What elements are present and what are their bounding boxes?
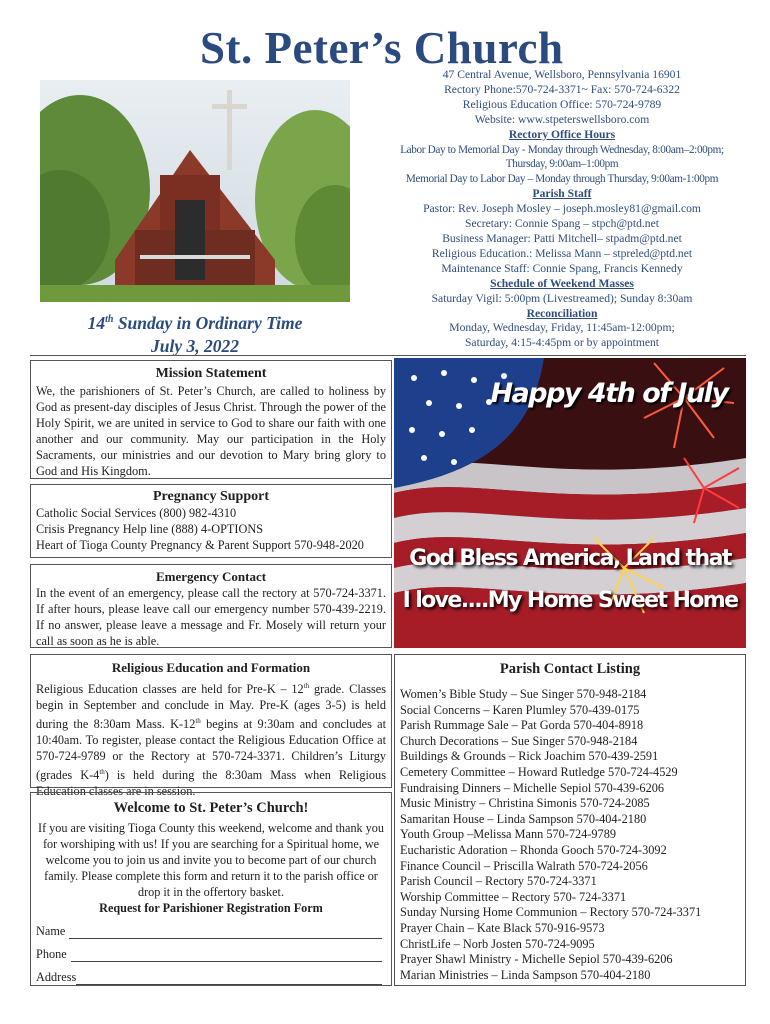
church-info (384, 68, 740, 351)
staff-line: Religious Education.: Melissa Mann – stpreled@ptd.net (431, 246, 693, 260)
religious-education-box (30, 654, 392, 799)
ordinal-suffix: th (99, 768, 105, 777)
contact-list (400, 687, 740, 983)
contact-item: Prayer Shawl Ministry - Michelle Sepiol 570-439-6206 (400, 952, 673, 967)
date-label: July 3, 2022 (151, 335, 239, 356)
contact-item: Sunday Nursing Home Communion – Rectory 570-724-3371 (400, 905, 702, 920)
masses-heading: Schedule of Weekend Masses (490, 276, 634, 290)
phone-field[interactable] (36, 947, 386, 962)
banner-headline: Happy 4th of July (490, 378, 728, 409)
reconciliation-line: Monday, Wednesday, Friday, 11:45am-12:00pm; (449, 321, 675, 335)
rectory-hours-line: Memorial Day to Labor Day – Monday through Thursday, 9:00am-1:00pm (405, 173, 719, 186)
contact-item: Cemetery Committee – Howard Rutledge 570-724-4529 (400, 764, 678, 779)
phones: Rectory Phone:570-724-3371~ Fax: 570-724-6322 (444, 82, 680, 96)
contact-item: ChristLife – Norb Josten 570-724-9095 (400, 936, 595, 951)
page-title: St. Peter’s Church (200, 23, 564, 73)
contact-item: Youth Group –Melissa Mann 570-724-9789 (400, 827, 616, 842)
emergency-heading: Emergency Contact (155, 569, 267, 584)
contact-heading: Parish Contact Listing (499, 661, 641, 677)
ordinal-suffix: th (303, 682, 310, 690)
registration-form-heading: Request for Parishioner Registration Form (99, 901, 323, 915)
name-line[interactable] (69, 926, 382, 939)
religious-ed-heading: Religious Education and Formation (111, 660, 311, 675)
address-line[interactable] (76, 972, 382, 985)
religious-office-phone: Religious Education Office: 570-724-9789 (462, 97, 662, 111)
phone-line[interactable] (71, 949, 382, 962)
banner-line-2: I love....My Home Sweet Home (402, 588, 738, 613)
address: 47 Central Avenue, Wellsboro, Pennsylvania 16901 (442, 68, 682, 81)
contact-item: Prayer Chain – Kate Black 570-916-9573 (400, 920, 605, 935)
contact-item: Women’s Bible Study – Sue Singer 570-948-2184 (400, 687, 647, 701)
staff-line: Business Manager: Patti Mitchell– stpadm@ptd.net (442, 231, 682, 245)
parish-staff-heading: Parish Staff (532, 187, 592, 201)
contact-item: Music Ministry – Christina Simonis 570-724-2085 (400, 796, 650, 811)
banner-line-1: God Bless America, Land that (409, 546, 731, 571)
contact-item: Fundraising Dinners – Michelle Sepiol 570-439-6206 (400, 780, 665, 795)
name-field-label: Name (36, 924, 66, 938)
contact-item: Parish Rummage Sale – Pat Gorda 570-404-8918 (400, 718, 644, 733)
church-photo (40, 80, 350, 302)
reconciliation-heading: Reconciliation (526, 306, 598, 320)
welcome-heading: Welcome to St. Peter’s Church! (113, 800, 309, 816)
contact-item: Social Concerns – Karen Plumley 570-439-0175 (400, 702, 640, 717)
emergency-text: In the event of an emergency, please call the rectory at 570-724-3371. If after hours, please leave call our emergency number 570-439-2219. If no answer, please leave a message and Fr. Mosely will return your call as soon as he is able. (36, 586, 386, 648)
fourth-of-july-banner (394, 358, 746, 648)
pregnancy-line: Heart of Tioga County Pregnancy & Parent Support 570-948-2020 (36, 538, 364, 552)
mission-text: We, the parishioners of St. Peter’s Church, are called to holiness by God as present-day disciples of Jesus Christ. Through the power of the Holy Spirit, we are united in service to God to share our faith with one another and our community. May our participation in the Holy Sacraments, our ministries and our devotion to Mary bring glory to God and His Kingdom. (36, 384, 386, 478)
ordinal-number: 14 (87, 312, 106, 333)
religious-ed-part: Religious Education classes are held for Pre-K – 12 (36, 682, 304, 697)
ordinal-suffix: th (105, 314, 114, 325)
welcome-text: If you are visiting Tioga County this weekend, welcome and thank you for worshiping with us! If you are searching for a Spiritual home, we welcome you to join us and invite you to become part of our church family. Please complete this form and return it to the parish office or drop it in the offertory basket. (38, 821, 384, 899)
rectory-hours-line: Thursday, 9:00am–1:00pm (505, 158, 619, 171)
mission-statement-box (30, 360, 392, 479)
pregnancy-support-box (30, 484, 392, 558)
welcome-box (30, 792, 392, 986)
section-divider (30, 355, 746, 356)
religious-ed-part: begins at 9:30am and concludes at 10:40am. To register, please contact the Religious Education Office at 570-724-9789 or the Rectory at 570-724-3371. Children’s Liturgy (grades K-4 (36, 717, 387, 783)
name-field[interactable] (36, 924, 386, 939)
staff-line: Pastor: Rev. Joseph Mosley – joseph.mosley81@gmail.com (423, 202, 701, 216)
phone-field-label: Phone (36, 947, 67, 961)
contact-item: Buildings & Grounds – Rick Joachim 570-439-2591 (400, 749, 659, 764)
pregnancy-heading: Pregnancy Support (152, 489, 270, 504)
parish-contact-box (394, 654, 746, 986)
mission-heading: Mission Statement (155, 366, 267, 381)
contact-item: Finance Council – Priscilla Walrath 570-724-2056 (400, 858, 648, 873)
rectory-hours-line: Labor Day to Memorial Day - Monday through Wednesday, 8:00am–2:00pm; (400, 143, 724, 156)
contact-item: Parish Council – Rectory 570-724-3371 (400, 874, 597, 889)
address-field-label: Address (36, 970, 77, 984)
website[interactable]: Website: www.stpeterswellsboro.com (474, 112, 650, 126)
staff-line: Secretary: Connie Spang – stpch@ptd.net (465, 217, 659, 231)
address-field[interactable] (36, 970, 386, 985)
pregnancy-line: Crisis Pregnancy Help line (888) 4-OPTIONS (36, 522, 264, 536)
masses-line: Saturday Vigil: 5:00pm (Livestreamed); Sunday 8:30am (431, 291, 693, 305)
rectory-hours-heading: Rectory Office Hours (508, 127, 616, 141)
emergency-contact-box (30, 564, 392, 648)
religious-ed-part: ) is held during the 8:30am Mass when Religious Education classes are in session. (36, 768, 386, 799)
religious-ed-part: grade. Classes begin in September and conclude in May. Pre-K (ages 3-5) is held during the 8:30am Mass. K-12 (36, 682, 387, 732)
contact-item: Eucharistic Adoration – Rhonda Gooch 570-724-3092 (400, 842, 667, 857)
contact-item: Worship Committee – Rectory 570- 724-3371 (400, 889, 627, 904)
religious-ed-text (36, 678, 386, 799)
contact-item: Samaritan House – Linda Sampson 570-404-2180 (400, 811, 647, 826)
occasion-label: Sunday in Ordinary Time (113, 312, 303, 333)
liturgical-date (60, 308, 330, 358)
contact-item: Marian Ministries – Linda Sampson 570-404-2180 (400, 967, 651, 982)
staff-line: Maintenance Staff: Connie Spang, Francis Kennedy (441, 261, 683, 275)
reconciliation-line: Saturday, 4:15-4:45pm or by appointment (464, 336, 660, 350)
contact-item: Church Decorations – Sue Singer 570-948-2184 (400, 733, 638, 748)
ordinal-suffix: th (195, 717, 201, 726)
pregnancy-line: Catholic Social Services (800) 982-4310 (36, 506, 237, 520)
